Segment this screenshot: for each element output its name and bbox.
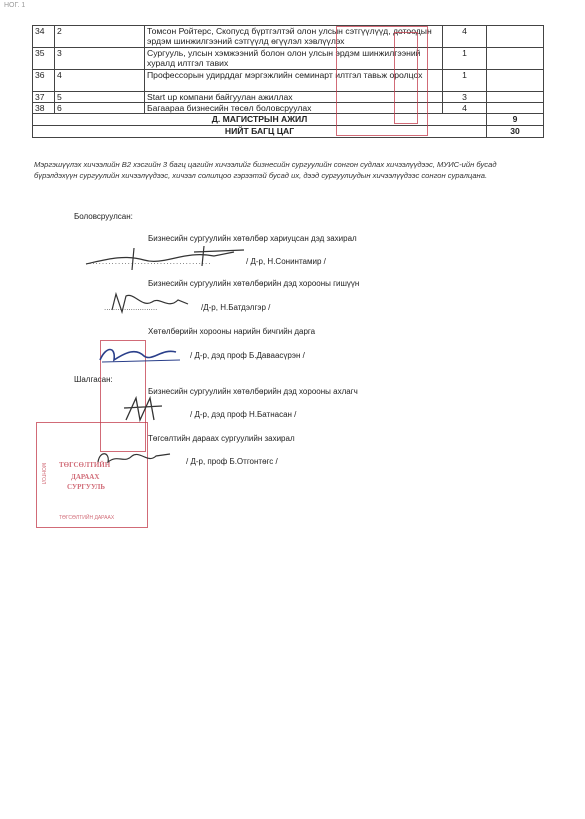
stamp-frame bbox=[394, 32, 418, 124]
course-name: Профессорын удирддаг мэргэжлийн семинарт илтгэл тавьж оролцох bbox=[145, 70, 443, 92]
signatory-name: / Д-р, проф Б.Отгонтөгс / bbox=[186, 457, 278, 466]
course-name: Сургууль, улсын хэмжээний болон олон улсын эрдэм шинжилгээний хуралд илтгэл тавих bbox=[145, 48, 443, 70]
stamp-org: МОНГОЛ bbox=[40, 463, 46, 485]
course-name: Томсон Ройтерс, Скопусд бүртгэлтэй олон улсын сэтгүүлүүд, дотоодын эрдэм шинжилгээний сэтгүүлд өгүүлэл хэвлүүлэх bbox=[145, 26, 443, 48]
row-number: 34 bbox=[33, 26, 55, 48]
signature-1 bbox=[84, 242, 254, 274]
course-name: Багаараа бизнесийн төсөл боловсруулах bbox=[145, 103, 443, 114]
prepared-label: Боловсруулсан: bbox=[74, 212, 133, 221]
signatory-title: Төгсөлтийн дараах сургуулийн захирал bbox=[148, 434, 295, 443]
total-value: 30 bbox=[487, 126, 544, 138]
row-number: 37 bbox=[33, 92, 55, 103]
dotted-line: ........................ bbox=[104, 303, 158, 312]
checked-label: Шалгасан: bbox=[74, 375, 113, 384]
credit-value: 4 bbox=[443, 26, 487, 48]
signatory-title: Бизнесийн сургуулийн хөтөлбөрийн дэд хорооны гишүүн bbox=[148, 279, 360, 288]
row-index: 6 bbox=[55, 103, 145, 114]
stamp-line: СУРГУУЛЬ bbox=[67, 483, 106, 491]
stamp-bottom: ТӨГСӨЛТИЙН ДАРААХ bbox=[59, 515, 115, 521]
total-row bbox=[33, 126, 544, 138]
signatory-name: / Д-р, Н.Сонинтамир / bbox=[246, 257, 326, 266]
course-name: Start up компани байгуулан ажиллах bbox=[145, 92, 443, 103]
row-index: 4 bbox=[55, 70, 145, 92]
stamp-line: ДАРААХ bbox=[71, 473, 100, 481]
credit-value: 1 bbox=[443, 70, 487, 92]
signatory-name: / Д-р, дэд проф Н.Батнасан / bbox=[190, 410, 297, 419]
row-index: 5 bbox=[55, 92, 145, 103]
signatory-title: Хөтөлбөрийн хорооны нарийн бичгийн дарга bbox=[148, 327, 316, 336]
signature-5 bbox=[94, 446, 174, 470]
curriculum-table bbox=[32, 25, 544, 138]
stamp-line: ТӨГСӨЛТИЙН bbox=[59, 461, 111, 469]
credit-value: 1 bbox=[443, 48, 487, 70]
signatory-title: Бизнесийн сургуулийн хөтөлбөр хариуцсан дэд захирал bbox=[148, 234, 357, 243]
signatory-title: Бизнесийн сургуулийн хөтөлбөрийн дэд хорооны ахлагч bbox=[148, 387, 358, 396]
table-row bbox=[33, 92, 544, 103]
organization-stamp bbox=[36, 422, 148, 528]
credit-value: 3 bbox=[443, 92, 487, 103]
row-index: 3 bbox=[55, 48, 145, 70]
signature-2 bbox=[108, 290, 194, 318]
dotted-line: ...................................... bbox=[89, 257, 212, 266]
row-number: 38 bbox=[33, 103, 55, 114]
table-row bbox=[33, 26, 544, 48]
masters-label: Д. МАГИСТРЫН АЖИЛ bbox=[33, 114, 487, 126]
credit-value: 4 bbox=[443, 103, 487, 114]
corner-mark: НОГ. 1 bbox=[4, 2, 26, 9]
signature-4 bbox=[122, 394, 168, 424]
masters-row bbox=[33, 114, 544, 126]
signature-3 bbox=[96, 342, 186, 368]
table-row bbox=[33, 103, 544, 114]
row-number: 35 bbox=[33, 48, 55, 70]
italic-note: Мэргэшүүлэх хичээлийн В2 хэсгийн 3 багц цагийн хичээлийг бизнесийн сургуулийн сонгон судлах хичээлүүдээс, МУИС-ийн бусад бүрэлдэхүүн сургуулийн хичээлүүдээс, хичээл солилцоо гэрээтэй бусад их, дээд сургуулиудын хичээлүүдээс сонгон суралцана. bbox=[34, 160, 497, 180]
total-label: НИЙТ БАГЦ ЦАГ bbox=[33, 126, 487, 138]
row-index: 2 bbox=[55, 26, 145, 48]
row-number: 36 bbox=[33, 70, 55, 92]
table-row bbox=[33, 48, 544, 70]
masters-value: 9 bbox=[487, 114, 544, 126]
table-row bbox=[33, 70, 544, 92]
signatory-name: / Д-р, дэд проф Б.Даваасүрэн / bbox=[190, 351, 305, 360]
signatory-name: /Д-р, Н.Батдэлгэр / bbox=[201, 303, 271, 312]
